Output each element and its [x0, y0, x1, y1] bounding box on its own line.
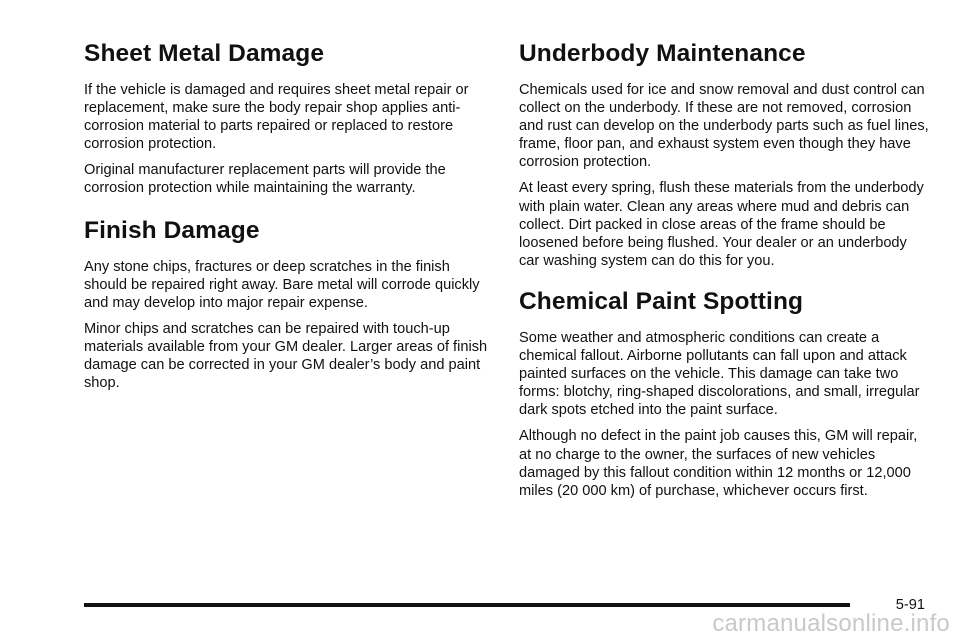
section-paragraph: Original manufacturer replacement parts will provide the corrosion protection while maintaining the warranty.: [84, 162, 446, 197]
section-chemical-paint-spotting: [519, 288, 931, 500]
section-heading: Chemical Paint Spotting: [519, 287, 804, 315]
section-heading: Underbody Maintenance: [519, 40, 806, 67]
section-underbody-maintenance: [519, 40, 931, 270]
section-paragraph: If the vehicle is damaged and requires sheet metal repair or replacement, make sure the body repair shop applies anti-corrosion material to parts repaired or replaced to restore corrosion protection.: [84, 82, 469, 153]
right-column: [519, 40, 931, 508]
page-number: 5-91: [895, 597, 925, 613]
section-paragraph: Some weather and atmospheric conditions can create a chemical fallout. Airborne pollutants can fall upon and attack painted surfaces on the vehicle. This damage can take two forms: blotchy, ring-shaped discolorations, and small, irregular dark spots etched into the paint surface.: [519, 329, 920, 419]
section-paragraph: Chemicals used for ice and snow removal and dust control can collect on the underbody. If these are not removed, corrosion and rust can develop on the underbody parts such as fuel lines, frame, floor pan, and exhaust system even though they have corrosion protection.: [519, 82, 929, 171]
watermark: carmanualsonline.info: [712, 610, 950, 637]
left-column: [84, 40, 496, 400]
section-finish-damage: [84, 217, 496, 393]
footer-rule: [84, 603, 850, 607]
section-paragraph: At least every spring, flush these materials from the underbody with plain water. Clean any areas where mud and debris can collect. Dirt packed in close areas of the frame should be loosened before being flushed. Your dealer or an underbody car washing system can do this for you.: [519, 180, 924, 269]
section-paragraph: Minor chips and scratches can be repaired with touch-up materials available from your GM dealer. Larger areas of finish damage can be corrected in your GM dealer’s body and paint shop.: [84, 320, 488, 392]
section-paragraph: Any stone chips, fractures or deep scratches in the finish should be repaired right away. Bare metal will corrode quickly and may develop into major repair expense.: [84, 258, 480, 311]
section-heading: Finish Damage: [84, 216, 260, 244]
section-sheet-metal-damage: [84, 40, 496, 198]
section-paragraph: Although no defect in the paint job causes this, GM will repair, at no charge to the owner, the surfaces of new vehicles damaged by this fallout condition within 12 months or 12,000 miles (20 000 km) of purchase, whichever occurs first.: [519, 428, 918, 499]
section-heading: Sheet Metal Damage: [84, 40, 325, 67]
